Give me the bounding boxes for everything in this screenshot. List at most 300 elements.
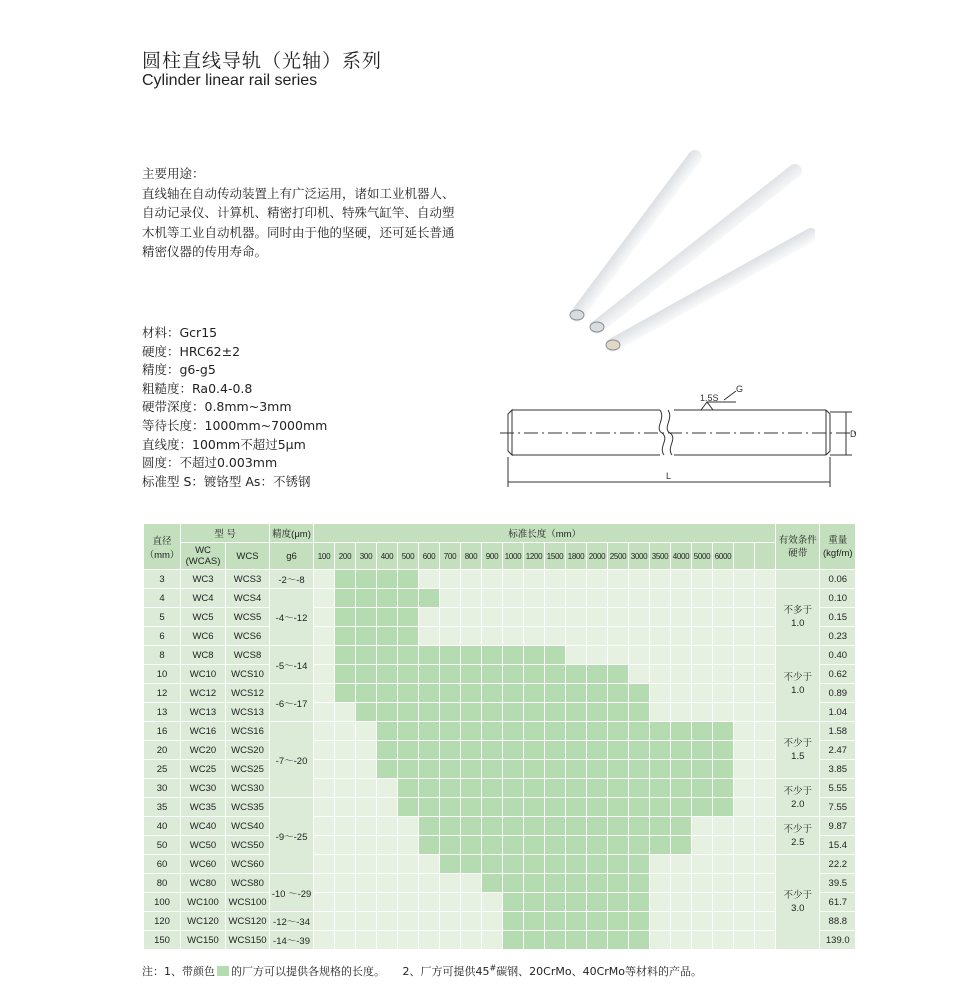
cell-length-availability bbox=[650, 589, 671, 608]
cell-length-availability bbox=[545, 608, 566, 627]
length-tick: 700 bbox=[440, 543, 461, 570]
cell-length-availability bbox=[629, 760, 650, 779]
cell-diameter: 10 bbox=[144, 665, 181, 684]
usage-line: 直线轴在自动传动装置上有广泛运用，诸如工业机器人、 bbox=[142, 185, 455, 201]
length-tick: 800 bbox=[461, 543, 482, 570]
cell-wcs: WCS8 bbox=[226, 646, 270, 665]
table-row bbox=[144, 722, 856, 741]
cell-precision: -10 ～-29 bbox=[270, 874, 314, 912]
table-row bbox=[144, 931, 856, 950]
length-tick: 2500 bbox=[608, 543, 629, 570]
cell-hardband bbox=[776, 646, 820, 722]
hardband-text: 不少于 bbox=[783, 671, 813, 683]
cell-length-availability bbox=[377, 722, 398, 741]
cell-length-availability bbox=[755, 760, 776, 779]
cell-length-availability bbox=[566, 912, 587, 931]
cell-length-availability bbox=[419, 817, 440, 836]
cell-length-availability bbox=[398, 760, 419, 779]
cell-length-availability bbox=[566, 570, 587, 589]
cell-length-availability bbox=[398, 608, 419, 627]
cell-length-availability bbox=[713, 589, 734, 608]
cell-length-availability bbox=[587, 722, 608, 741]
header-hardband: 有效条件硬带 bbox=[776, 524, 820, 570]
cell-length-availability bbox=[650, 646, 671, 665]
cell-length-availability bbox=[356, 608, 377, 627]
header-wcs: WCS bbox=[226, 543, 270, 570]
cell-length-availability bbox=[398, 589, 419, 608]
hardband-value: 1.5 bbox=[791, 751, 805, 762]
cell-length-availability bbox=[440, 570, 461, 589]
cell-length-availability bbox=[335, 931, 356, 950]
cell-length-availability bbox=[755, 779, 776, 798]
cell-length-availability bbox=[587, 646, 608, 665]
cell-length-availability bbox=[755, 855, 776, 874]
cell-length-availability bbox=[545, 760, 566, 779]
cell-length-availability bbox=[545, 893, 566, 912]
cell-length-availability bbox=[755, 646, 776, 665]
cell-length-availability bbox=[629, 779, 650, 798]
cell-length-availability bbox=[377, 912, 398, 931]
usage-line: 自动记录仪、计算机、精密打印机、特殊气缸竿、自动塑 bbox=[142, 205, 455, 220]
cell-wc: WC120 bbox=[181, 912, 226, 931]
cell-length-availability bbox=[734, 855, 755, 874]
header-g6: g6 bbox=[270, 543, 314, 570]
cell-wc: WC10 bbox=[181, 665, 226, 684]
cell-length-availability bbox=[314, 665, 335, 684]
cell-length-availability bbox=[671, 798, 692, 817]
cell-weight: 39.5 bbox=[820, 874, 856, 893]
cell-length-availability bbox=[356, 741, 377, 760]
cell-length-availability bbox=[629, 817, 650, 836]
cell-diameter: 8 bbox=[144, 646, 181, 665]
hardband-text: 不少于 bbox=[783, 738, 813, 749]
cell-length-availability bbox=[755, 741, 776, 760]
cell-length-availability bbox=[335, 665, 356, 684]
cell-length-availability bbox=[734, 703, 755, 722]
usage-section bbox=[142, 164, 502, 262]
cell-length-availability bbox=[734, 798, 755, 817]
cell-length-availability bbox=[587, 779, 608, 798]
table-row bbox=[144, 836, 856, 855]
cell-wc: WC4 bbox=[181, 589, 226, 608]
cell-length-availability bbox=[692, 855, 713, 874]
cell-diameter: 80 bbox=[144, 874, 181, 893]
header-diameter-label: 直径 bbox=[152, 535, 172, 547]
cell-length-availability bbox=[566, 703, 587, 722]
cell-length-availability bbox=[524, 684, 545, 703]
cell-wc: WC16 bbox=[181, 722, 226, 741]
cell-length-availability bbox=[524, 627, 545, 646]
cell-length-availability bbox=[734, 741, 755, 760]
cell-diameter: 20 bbox=[144, 741, 181, 760]
cell-length-availability bbox=[503, 703, 524, 722]
cell-length-availability bbox=[650, 684, 671, 703]
cell-length-availability bbox=[587, 608, 608, 627]
cell-weight: 2.47 bbox=[820, 741, 856, 760]
length-tick: 500 bbox=[398, 543, 419, 570]
cell-length-availability bbox=[545, 684, 566, 703]
cell-length-availability bbox=[629, 684, 650, 703]
cell-length-availability bbox=[461, 760, 482, 779]
table-row bbox=[144, 608, 856, 627]
cell-length-availability bbox=[545, 874, 566, 893]
cell-length-availability bbox=[650, 703, 671, 722]
cell-length-availability bbox=[335, 760, 356, 779]
cell-length-availability bbox=[503, 646, 524, 665]
cell-weight: 1.58 bbox=[820, 722, 856, 741]
cell-length-availability bbox=[692, 722, 713, 741]
cell-length-availability bbox=[755, 817, 776, 836]
cell-length-availability bbox=[461, 570, 482, 589]
cell-length-availability bbox=[503, 798, 524, 817]
cell-length-availability bbox=[524, 893, 545, 912]
cell-precision: -14～-39 bbox=[270, 931, 314, 950]
cell-length-availability bbox=[377, 627, 398, 646]
cell-length-availability bbox=[608, 589, 629, 608]
cell-length-availability bbox=[524, 589, 545, 608]
cell-length-availability bbox=[608, 627, 629, 646]
cell-length-availability bbox=[503, 722, 524, 741]
cell-weight: 7.55 bbox=[820, 798, 856, 817]
cell-length-availability bbox=[608, 817, 629, 836]
cell-length-availability bbox=[608, 703, 629, 722]
color-swatch bbox=[217, 966, 229, 976]
cell-wc: WC100 bbox=[181, 893, 226, 912]
length-tick: 3500 bbox=[650, 543, 671, 570]
cell-wc: WC8 bbox=[181, 646, 226, 665]
cell-length-availability bbox=[755, 836, 776, 855]
cell-length-availability bbox=[503, 608, 524, 627]
cell-length-availability bbox=[587, 570, 608, 589]
cell-length-availability bbox=[692, 874, 713, 893]
cell-length-availability bbox=[398, 646, 419, 665]
cell-wc: WC12 bbox=[181, 684, 226, 703]
cell-length-availability bbox=[419, 627, 440, 646]
cell-precision: -4～-12 bbox=[270, 589, 314, 646]
cell-length-availability bbox=[734, 570, 755, 589]
cell-length-availability bbox=[608, 722, 629, 741]
cell-length-availability bbox=[545, 665, 566, 684]
cell-length-availability bbox=[314, 912, 335, 931]
cell-length-availability bbox=[755, 570, 776, 589]
cell-length-availability bbox=[587, 912, 608, 931]
cell-length-availability bbox=[398, 931, 419, 950]
cell-length-availability bbox=[461, 703, 482, 722]
cell-length-availability bbox=[503, 912, 524, 931]
cell-length-availability bbox=[734, 931, 755, 950]
cell-length-availability bbox=[671, 912, 692, 931]
cell-length-availability bbox=[629, 874, 650, 893]
hardband-value: 1.0 bbox=[791, 618, 805, 629]
table-row bbox=[144, 798, 856, 817]
cell-length-availability bbox=[755, 589, 776, 608]
cell-length-availability bbox=[398, 627, 419, 646]
cell-length-availability bbox=[440, 874, 461, 893]
cell-length-availability bbox=[713, 893, 734, 912]
cell-length-availability bbox=[587, 874, 608, 893]
cell-length-availability bbox=[587, 684, 608, 703]
cell-length-availability bbox=[545, 741, 566, 760]
cell-length-availability bbox=[524, 817, 545, 836]
cell-wcs: WCS12 bbox=[226, 684, 270, 703]
cell-length-availability bbox=[335, 912, 356, 931]
cell-length-availability bbox=[587, 893, 608, 912]
cell-length-availability bbox=[482, 760, 503, 779]
cell-length-availability bbox=[482, 646, 503, 665]
header-standard-length: 标准长度（mm） bbox=[314, 524, 776, 543]
cell-length-availability bbox=[587, 931, 608, 950]
cell-length-availability bbox=[524, 874, 545, 893]
cell-hardband bbox=[776, 817, 820, 855]
cell-length-availability bbox=[671, 817, 692, 836]
cell-length-availability bbox=[587, 589, 608, 608]
cell-length-availability bbox=[356, 931, 377, 950]
cell-length-availability bbox=[461, 912, 482, 931]
spec-straightness: 直线度：100mm不超过5μm bbox=[142, 436, 306, 452]
cell-length-availability bbox=[377, 741, 398, 760]
cell-length-availability bbox=[713, 665, 734, 684]
table-row bbox=[144, 760, 856, 779]
cell-length-availability bbox=[692, 608, 713, 627]
cell-length-availability bbox=[692, 627, 713, 646]
cell-length-availability bbox=[566, 741, 587, 760]
cell-length-availability bbox=[398, 798, 419, 817]
cell-length-availability bbox=[587, 760, 608, 779]
cell-wc: WC3 bbox=[181, 570, 226, 589]
cell-length-availability bbox=[461, 646, 482, 665]
cell-length-availability bbox=[398, 741, 419, 760]
cell-length-availability bbox=[482, 608, 503, 627]
cell-length-availability bbox=[545, 817, 566, 836]
table-row bbox=[144, 741, 856, 760]
length-tick: 6000 bbox=[713, 543, 734, 570]
cell-length-availability bbox=[755, 874, 776, 893]
cell-length-availability bbox=[524, 665, 545, 684]
cell-length-availability bbox=[713, 627, 734, 646]
cell-length-availability bbox=[440, 931, 461, 950]
cell-length-availability bbox=[671, 779, 692, 798]
cell-length-availability bbox=[398, 836, 419, 855]
cell-length-availability bbox=[377, 874, 398, 893]
cell-length-availability bbox=[671, 760, 692, 779]
cell-length-availability bbox=[524, 608, 545, 627]
cell-length-availability bbox=[398, 722, 419, 741]
cell-hardband bbox=[776, 722, 820, 779]
cell-length-availability bbox=[398, 703, 419, 722]
cell-length-availability bbox=[461, 722, 482, 741]
cell-length-availability bbox=[398, 874, 419, 893]
cell-length-availability bbox=[545, 627, 566, 646]
cell-weight: 0.62 bbox=[820, 665, 856, 684]
cell-length-availability bbox=[671, 627, 692, 646]
cell-diameter: 3 bbox=[144, 570, 181, 589]
cell-length-availability bbox=[335, 855, 356, 874]
cell-wcs: WCS10 bbox=[226, 665, 270, 684]
cell-length-availability bbox=[566, 665, 587, 684]
cell-length-availability bbox=[377, 855, 398, 874]
note-part1: 注：1、带颜色 bbox=[142, 965, 215, 978]
cell-weight: 0.40 bbox=[820, 646, 856, 665]
cell-length-availability bbox=[566, 836, 587, 855]
cell-length-availability bbox=[671, 608, 692, 627]
cell-length-availability bbox=[650, 931, 671, 950]
cell-length-availability bbox=[503, 665, 524, 684]
cell-wcs: WCS16 bbox=[226, 722, 270, 741]
cell-precision: -6～-17 bbox=[270, 684, 314, 722]
cell-length-availability bbox=[755, 722, 776, 741]
cell-length-availability bbox=[419, 665, 440, 684]
cell-length-availability bbox=[734, 893, 755, 912]
cell-length-availability bbox=[356, 912, 377, 931]
cell-precision: -9～-25 bbox=[270, 798, 314, 874]
cell-length-availability bbox=[650, 874, 671, 893]
cell-length-availability bbox=[419, 570, 440, 589]
cell-length-availability bbox=[377, 817, 398, 836]
table-row bbox=[144, 570, 856, 589]
cell-length-availability bbox=[503, 893, 524, 912]
cell-length-availability bbox=[734, 760, 755, 779]
length-tick: 2000 bbox=[587, 543, 608, 570]
cell-length-availability bbox=[629, 627, 650, 646]
cell-length-availability bbox=[482, 912, 503, 931]
cell-length-availability bbox=[692, 665, 713, 684]
cell-length-availability bbox=[398, 893, 419, 912]
cell-length-availability bbox=[356, 722, 377, 741]
cell-length-availability bbox=[377, 779, 398, 798]
cell-length-availability bbox=[419, 608, 440, 627]
cell-length-availability bbox=[314, 931, 335, 950]
cell-length-availability bbox=[440, 912, 461, 931]
length-tick: 3000 bbox=[629, 543, 650, 570]
cell-length-availability bbox=[398, 684, 419, 703]
cell-wc: WC80 bbox=[181, 874, 226, 893]
table-row bbox=[144, 779, 856, 798]
cell-length-availability bbox=[314, 570, 335, 589]
cell-length-availability bbox=[713, 874, 734, 893]
note-part2: 的厂方可以提供各规格的长度。 bbox=[231, 965, 385, 978]
cell-length-availability bbox=[629, 893, 650, 912]
cell-wcs: WCS80 bbox=[226, 874, 270, 893]
cell-wc: WC50 bbox=[181, 836, 226, 855]
cell-length-availability bbox=[314, 627, 335, 646]
cell-length-availability bbox=[587, 855, 608, 874]
cell-wcs: WCS30 bbox=[226, 779, 270, 798]
cell-length-availability bbox=[755, 912, 776, 931]
cell-length-availability bbox=[545, 931, 566, 950]
cell-length-availability bbox=[419, 912, 440, 931]
cell-length-availability bbox=[314, 855, 335, 874]
length-tick: 1500 bbox=[545, 543, 566, 570]
cell-diameter: 40 bbox=[144, 817, 181, 836]
cell-precision: -5～-14 bbox=[270, 646, 314, 684]
hardband-text: 不少于 bbox=[783, 785, 813, 797]
cell-length-availability bbox=[335, 836, 356, 855]
cell-length-availability bbox=[461, 893, 482, 912]
cell-length-availability bbox=[545, 779, 566, 798]
cell-length-availability bbox=[398, 817, 419, 836]
cell-length-availability bbox=[419, 893, 440, 912]
table-row bbox=[144, 665, 856, 684]
cell-length-availability bbox=[755, 893, 776, 912]
cell-length-availability bbox=[440, 817, 461, 836]
cell-length-availability bbox=[440, 798, 461, 817]
cell-length-availability bbox=[482, 570, 503, 589]
spec-precision: 精度：g6-g5 bbox=[142, 362, 216, 378]
table-row bbox=[144, 703, 856, 722]
cell-weight: 0.06 bbox=[820, 570, 856, 589]
hardband-text: 不少于 bbox=[783, 823, 813, 835]
cell-length-availability bbox=[419, 722, 440, 741]
cell-hardband bbox=[776, 589, 820, 646]
length-tick: 300 bbox=[356, 543, 377, 570]
cell-length-availability bbox=[482, 589, 503, 608]
cell-length-availability bbox=[692, 912, 713, 931]
cell-length-availability bbox=[692, 817, 713, 836]
cell-length-availability bbox=[356, 627, 377, 646]
cell-diameter: 120 bbox=[144, 912, 181, 931]
cell-length-availability bbox=[566, 893, 587, 912]
cell-length-availability bbox=[419, 931, 440, 950]
length-tick: 400 bbox=[377, 543, 398, 570]
cell-length-availability bbox=[692, 931, 713, 950]
cell-wcs: WCS150 bbox=[226, 931, 270, 950]
cell-length-availability bbox=[587, 798, 608, 817]
cell-length-availability bbox=[734, 589, 755, 608]
cell-length-availability bbox=[713, 817, 734, 836]
cell-length-availability bbox=[566, 760, 587, 779]
cell-length-availability bbox=[461, 589, 482, 608]
cell-length-availability bbox=[482, 855, 503, 874]
cell-length-availability bbox=[755, 703, 776, 722]
cell-length-availability bbox=[524, 741, 545, 760]
cell-length-availability bbox=[545, 570, 566, 589]
spec-length: 等待长度：1000mm~7000mm bbox=[142, 417, 328, 433]
cell-length-availability bbox=[503, 779, 524, 798]
cell-length-availability bbox=[419, 741, 440, 760]
cell-length-availability bbox=[482, 741, 503, 760]
cell-length-availability bbox=[713, 931, 734, 950]
cell-length-availability bbox=[755, 798, 776, 817]
cell-diameter: 13 bbox=[144, 703, 181, 722]
cell-length-availability bbox=[419, 684, 440, 703]
cell-length-availability bbox=[335, 684, 356, 703]
cell-length-availability bbox=[482, 798, 503, 817]
cell-length-availability bbox=[356, 855, 377, 874]
cell-wc: WC30 bbox=[181, 779, 226, 798]
cell-length-availability bbox=[608, 931, 629, 950]
cell-length-availability bbox=[566, 855, 587, 874]
cell-length-availability bbox=[440, 779, 461, 798]
cell-length-availability bbox=[713, 798, 734, 817]
spec-hardness: 硬度：HRC62±2 bbox=[142, 343, 241, 359]
cell-wc: WC13 bbox=[181, 703, 226, 722]
cell-length-availability bbox=[524, 836, 545, 855]
cell-length-availability bbox=[713, 646, 734, 665]
roughness-label: 1.5S bbox=[700, 393, 719, 403]
cell-length-availability bbox=[356, 817, 377, 836]
cell-weight: 0.23 bbox=[820, 627, 856, 646]
cell-length-availability bbox=[713, 912, 734, 931]
cell-length-availability bbox=[482, 665, 503, 684]
table-row bbox=[144, 589, 856, 608]
cell-length-availability bbox=[503, 684, 524, 703]
cell-length-availability bbox=[482, 836, 503, 855]
cell-length-availability bbox=[356, 665, 377, 684]
cell-length-availability bbox=[650, 665, 671, 684]
cell-length-availability bbox=[692, 798, 713, 817]
cell-length-availability bbox=[566, 874, 587, 893]
spec-roundness: 圆度：不超过0.003mm bbox=[142, 455, 278, 471]
